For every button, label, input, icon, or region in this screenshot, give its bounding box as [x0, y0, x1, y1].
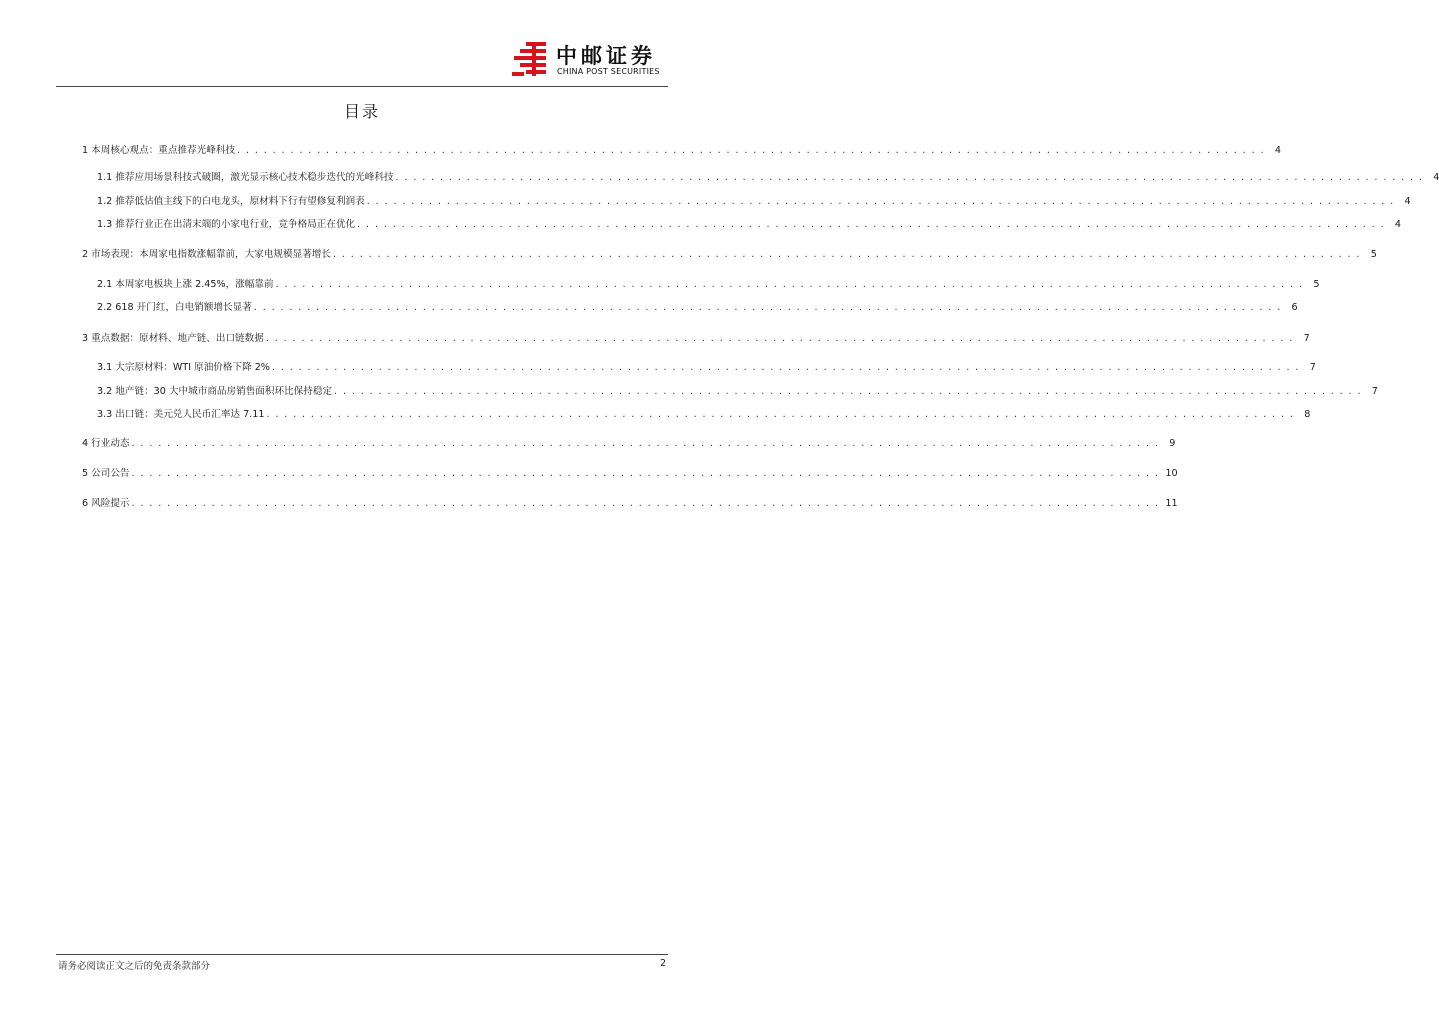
toc-entry-1[interactable] [82, 140, 1281, 156]
toc-title: 目录 [343, 102, 380, 121]
toc-page-number: 7 [1303, 333, 1310, 344]
footer-divider [56, 954, 668, 955]
toc-entry-label: 3.2 地产链：30 大中城市商品房销售面积环比保持稳定 [97, 386, 333, 397]
toc-page-number: 7 [1309, 362, 1316, 373]
toc-entry-label: 2.1 本周家电板块上涨 2.45%，涨幅靠前 [97, 279, 274, 290]
toc-entry-label: 3 重点数据：原材料、地产链、出口链数据 [82, 333, 264, 344]
toc-page-number: 5 [1370, 249, 1377, 260]
toc-entry-label: 3.1 大宗原材料：WTI 原油价格下降 2% [97, 362, 270, 373]
logo-english-name: CHINA POST SECURITIES [557, 67, 660, 76]
toc-leader-dots: . . . . . . . . . . . . . . . . . . . . . . . . . . . . . . . . . . . . . . . . . . . . . . . . . . . . . . . . . . . . . . . . . . . . . . . . . . . . . . . . . . . . . . . . . . . . . . . . . . . . . . . . . . . . . . . . . . . . [265, 333, 1294, 344]
company-logo [512, 40, 672, 82]
toc-page-number: 6 [1291, 302, 1298, 313]
toc-entry-5[interactable] [82, 463, 1178, 479]
toc-entry-label: 5 公司公告 [82, 468, 130, 479]
toc-page-number: 7 [1371, 386, 1378, 397]
toc-page-number: 8 [1304, 409, 1311, 420]
toc-leader-dots: . . . . . . . . . . . . . . . . . . . . . . . . . . . . . . . . . . . . . . . . . . . . . . . . . . . . . . . . . . . . . . . . . . . . . . . . . . . . . . . . . . . . . . . . . . . . . . . . . . . . . . . . . . . . . . . . . . . . [333, 249, 1361, 260]
toc-entry-2-2[interactable] [97, 297, 1298, 313]
china-post-logo-icon [512, 42, 552, 78]
toc-leader-dots: . . . . . . . . . . . . . . . . . . . . . . . . . . . . . . . . . . . . . . . . . . . . . . . . . . . . . . . . . . . . . . . . . . . . . . . . . . . . . . . . . . . . . . . . . . . . . . . . . . . . . . . . . . . . . . . . . . . . [357, 219, 1386, 230]
toc-entry-label: 1.2 推荐低估值主线下的白电龙头，原材料下行有望修复利润表 [97, 196, 365, 207]
toc-entry-1-2[interactable] [97, 191, 1411, 207]
toc-leader-dots: . . . . . . . . . . . . . . . . . . . . . . . . . . . . . . . . . . . . . . . . . . . . . . . . . . . . . . . . . . . . . . . . . . . . . . . . . . . . . . . . . . . . . . . . . . . . . . . . . . . . . . . . . . . . . . . . . . . . [366, 196, 1395, 207]
toc-page-number: 5 [1313, 279, 1320, 290]
toc-entry-label: 3.3 出口链：美元兑人民币汇率达 7.11 [97, 409, 265, 420]
toc-entry-label: 2.2 618 开门红，白电销额增长显著 [97, 302, 252, 313]
toc-page-number: 4 [1394, 219, 1402, 230]
toc-leader-dots: . . . . . . . . . . . . . . . . . . . . . . . . . . . . . . . . . . . . . . . . . . . . . . . . . . . . . . . . . . . . . . . . . . . . . . . . . . . . . . . . . . . . . . . . . . . . . . . . . . . . . . . . . . . . . . . . . . . . [266, 409, 1295, 420]
toc-leader-dots: . . . . . . . . . . . . . . . . . . . . . . . . . . . . . . . . . . . . . . . . . . . . . . . . . . . . . . . . . . . . . . . . . . . . . . . . . . . . . . . . . . . . . . . . . . . . . . . . . . . . . . . . . . . . . . . . . . . . [131, 468, 1160, 479]
logo-chinese-name: 中邮证券 [556, 44, 656, 68]
footer-disclaimer: 请务必阅读正文之后的免责条款部分 [58, 961, 211, 972]
toc-page-number: 4 [1404, 196, 1411, 207]
toc-entry-label: 2 市场表现：本周家电指数涨幅靠前，大家电规模显著增长 [82, 249, 331, 260]
toc-entry-2-1[interactable] [97, 274, 1320, 290]
toc-entry-1-3[interactable] [97, 214, 1402, 230]
header-divider [56, 86, 668, 87]
toc-entry-label: 1.3 推荐行业正在出清末端的小家电行业，竞争格局正在优化 [97, 219, 356, 230]
toc-leader-dots: . . . . . . . . . . . . . . . . . . . . . . . . . . . . . . . . . . . . . . . . . . . . . . . . . . . . . . . . . . . . . . . . . . . . . . . . . . . . . . . . . . . . . . . . . . . . . . . . . . . . . . . . . . . . . . . . . . . . [131, 438, 1160, 449]
toc-entry-label: 4 行业动态 [82, 438, 130, 449]
toc-entry-2[interactable] [82, 244, 1377, 260]
toc-page-number: 11 [1165, 498, 1178, 509]
toc-leader-dots: . . . . . . . . . . . . . . . . . . . . . . . . . . . . . . . . . . . . . . . . . . . . . . . . . . . . . . . . . . . . . . . . . . . . . . . . . . . . . . . . . . . . . . . . . . . . . . . . . . . . . . . . . . . . . . . . . . . . [395, 172, 1424, 183]
toc-entry-3-3[interactable] [97, 404, 1311, 420]
toc-leader-dots: . . . . . . . . . . . . . . . . . . . . . . . . . . . . . . . . . . . . . . . . . . . . . . . . . . . . . . . . . . . . . . . . . . . . . . . . . . . . . . . . . . . . . . . . . . . . . . . . . . . . . . . . . . . . . . . . . . . . [275, 279, 1304, 290]
toc-entry-3[interactable] [82, 328, 1310, 344]
toc-entry-label: 6 风险提示 [82, 498, 130, 509]
toc-entry-3-1[interactable] [97, 357, 1316, 373]
toc-page-number: 4 [1274, 145, 1281, 156]
toc-entry-4[interactable] [82, 433, 1176, 449]
page-header [0, 0, 724, 88]
toc-page-number: 9 [1169, 438, 1176, 449]
toc-entry-1-1[interactable] [97, 167, 1439, 183]
toc-leader-dots: . . . . . . . . . . . . . . . . . . . . . . . . . . . . . . . . . . . . . . . . . . . . . . . . . . . . . . . . . . . . . . . . . . . . . . . . . . . . . . . . . . . . . . . . . . . . . . . . . . . . . . . . . . . . . . . . . . . . [237, 145, 1265, 156]
toc-page-number: 10 [1165, 468, 1178, 479]
footer-page-number: 2 [659, 958, 666, 969]
toc-leader-dots: . . . . . . . . . . . . . . . . . . . . . . . . . . . . . . . . . . . . . . . . . . . . . . . . . . . . . . . . . . . . . . . . . . . . . . . . . . . . . . . . . . . . . . . . . . . . . . . . . . . . . . . . . . . . . . . . . . . . [271, 362, 1300, 373]
toc-leader-dots: . . . . . . . . . . . . . . . . . . . . . . . . . . . . . . . . . . . . . . . . . . . . . . . . . . . . . . . . . . . . . . . . . . . . . . . . . . . . . . . . . . . . . . . . . . . . . . . . . . . . . . . . . . . . . . . . . . . . [253, 302, 1282, 313]
toc-entry-3-2[interactable] [97, 381, 1378, 397]
toc-entry-label: 1 本周核心观点：重点推荐光峰科技 [82, 145, 236, 156]
toc-leader-dots: . . . . . . . . . . . . . . . . . . . . . . . . . . . . . . . . . . . . . . . . . . . . . . . . . . . . . . . . . . . . . . . . . . . . . . . . . . . . . . . . . . . . . . . . . . . . . . . . . . . . . . . . . . . . . . . . . . . . [334, 386, 1362, 397]
toc-entry-6[interactable] [82, 493, 1178, 509]
toc-entry-label: 1.1 推荐应用场景科技式破圈，激光显示核心技术稳步迭代的光峰科技 [97, 172, 394, 183]
toc-leader-dots: . . . . . . . . . . . . . . . . . . . . . . . . . . . . . . . . . . . . . . . . . . . . . . . . . . . . . . . . . . . . . . . . . . . . . . . . . . . . . . . . . . . . . . . . . . . . . . . . . . . . . . . . . . . . . . . . . . . . [131, 498, 1160, 509]
toc-page-number: 4 [1433, 172, 1439, 183]
